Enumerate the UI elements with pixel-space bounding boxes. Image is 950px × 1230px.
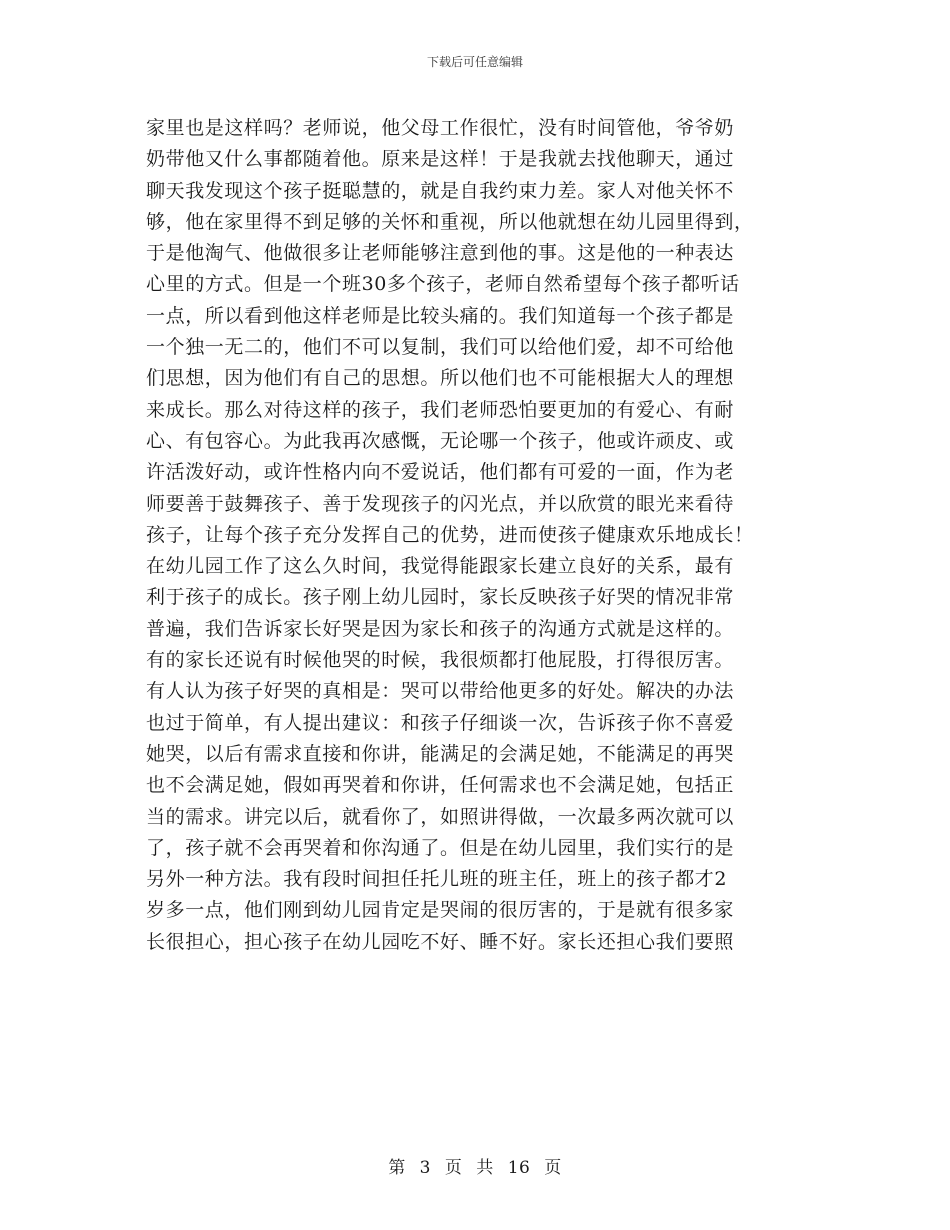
text-line: 师要善于鼓舞孩子、善于发现孩子的闪光点，并以欣赏的眼光来看待 [146, 492, 735, 515]
footer-page-number: 3 [419, 1158, 431, 1178]
page-footer [0, 1153, 950, 1178]
footer-prefix: 第 [388, 1158, 406, 1178]
text-line: 够，他在家里得不到足够的关怀和重视，所以他就想在幼儿园里得到， [146, 210, 754, 233]
footer-total-prefix: 共 [476, 1158, 494, 1178]
text-line: 奶带他又什么事都随着他。原来是这样！于是我就去找他聊天，通过 [146, 148, 735, 171]
text-line: 长很担心，担心孩子在幼儿园吃不好、睡不好。家长还担心我们要照 [146, 930, 735, 953]
footer-total-pages: 16 [507, 1158, 531, 1178]
text-line: 许活泼好动，或许性格内向不爱说话，他们都有可爱的一面，作为老 [146, 461, 735, 484]
text-line: 另外一种方法。我有段时间担任托儿班的班主任，班上的孩子都才2 [146, 868, 728, 891]
text-line: 了，孩子就不会再哭着和你沟通了。但是在幼儿园里，我们实行的是 [146, 836, 735, 859]
text-line: 利于孩子的成长。孩子刚上幼儿园时，家长反映孩子好哭的情况非常 [146, 586, 735, 609]
footer-page-unit: 页 [444, 1158, 463, 1178]
text-line: 在幼儿园工作了这么久时间，我觉得能跟家长建立良好的关系，最有 [146, 555, 735, 578]
text-line: 她哭，以后有需求直接和你讲，能满足的会满足她，不能满足的再哭 [146, 742, 735, 765]
text-line: 当的需求。讲完以后，就看你了，如照讲得做，一次最多两次就可以 [146, 805, 735, 828]
text-line: 也过于简单，有人提出建议：和孩子仔细谈一次，告诉孩子你不喜爱 [146, 711, 735, 734]
text-line: 有人认为孩子好哭的真相是：哭可以带给他更多的好处。解决的办法 [146, 680, 735, 703]
footer-total-unit: 页 [544, 1158, 562, 1178]
text-line: 心、有包容心。为此我再次感慨，无论哪一个孩子，他或许顽皮、或 [146, 429, 735, 452]
text-line: 来成长。那么对待这样的孩子，我们老师恐怕要更加的有爱心、有耐 [146, 398, 735, 421]
text-line: 一个独一无二的，他们不可以复制，我们可以给他们爱，却不可给他 [146, 336, 735, 359]
text-line: 孩子，让每个孩子充分发挥自己的优势，进而使孩子健康欢乐地成长！ [146, 523, 754, 546]
text-line: 家里也是这样吗？老师说，他父母工作很忙，没有时间管他，爷爷奶 [146, 117, 735, 139]
text-line: 岁多一点，他们刚到幼儿园肯定是哭闹的很厉害的，于是就有很多家 [146, 899, 735, 922]
text-line: 于是他淘气、他做很多让老师能够注意到他的事。这是他的一种表达 [146, 242, 735, 265]
text-line: 聊天我发现这个孩子挺聪慧的，就是自我约束力差。家人对他关怀不 [146, 179, 735, 202]
header-note: 下载后可任意编辑 [426, 55, 523, 69]
text-line: 普遍，我们告诉家长好哭是因为家长和孩子的沟通方式就是这样的。 [146, 617, 735, 640]
text-line: 也不会满足她，假如再哭着和你讲，任何需求也不会满足她，包括正 [146, 774, 735, 797]
body-text [146, 113, 806, 958]
text-line: 心里的方式。但是一个班30多个孩子，老师自然希望每个孩子都听话 [146, 273, 740, 296]
text-line: 们思想，因为他们有自己的思想。所以他们也不可能根据大人的理想 [146, 367, 735, 390]
text-line: 有的家长还说有时候他哭的时候，我很烦都打他屁股，打得很厉害。 [146, 649, 735, 672]
text-line: 一点，所以看到他这样老师是比较头痛的。我们知道每一个孩子都是 [146, 304, 735, 327]
